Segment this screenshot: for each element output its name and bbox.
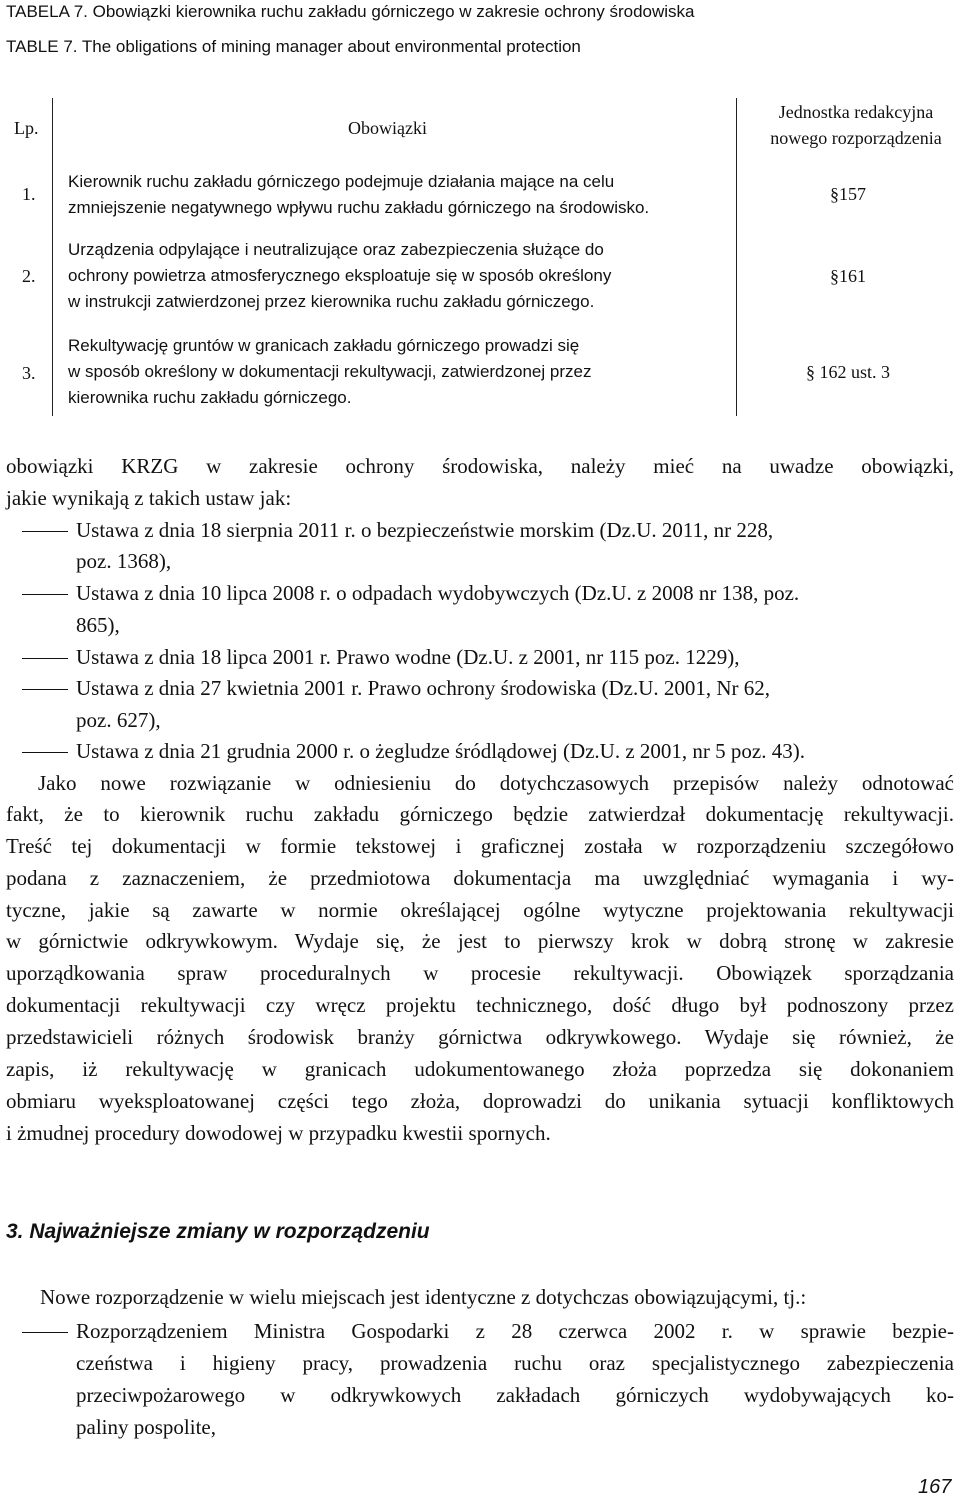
header-obowiazki: Obowiązki — [348, 118, 427, 138]
paragraph-line — [6, 929, 954, 954]
paragraph-text: przedstawicieli różnych środowisk branży górnictwa odkrywkowego. Wydaje się również, że — [6, 1025, 954, 1049]
row-number: 3. — [22, 363, 36, 383]
paragraph-line — [6, 993, 954, 1018]
dash-bullet — [22, 752, 68, 753]
paragraph-text: podana z zaznaczeniem, że przedmiotowa dokumentacja ma uwzględniać wymagania i wy- — [6, 866, 954, 890]
obligations-table — [0, 98, 960, 418]
dash-bullet — [22, 658, 68, 659]
list-item-line — [76, 1383, 954, 1408]
paragraph-line — [6, 1057, 954, 1082]
paragraph-line — [38, 771, 954, 796]
table-caption-pl: TABELA 7. Obowiązki kierownika ruchu zakładu górniczego w zakresie ochrony środowiska — [6, 2, 695, 21]
row-text-line: kierownika ruchu zakładu górniczego. — [68, 388, 352, 407]
dash-bullet — [22, 689, 68, 690]
row-ref: § 162 ust. 3 — [805, 362, 890, 382]
header-jednostka: nowego rozporządzenia — [770, 128, 942, 148]
paragraph-line — [6, 834, 954, 859]
column-divider — [736, 98, 737, 416]
paragraph-text: dokumentacji rekultywacji czy wręcz projektu technicznego, dość długo był podnoszony przez — [6, 993, 954, 1017]
paragraph-text: fakt, że to kierownik ruchu zakładu górniczego będzie zatwierdzał dokumentację rekultywacji. — [6, 802, 954, 826]
row-text-line: w instrukcji zatwierdzonej przez kierownika ruchu zakładu górniczego. — [68, 292, 595, 311]
row-text-line: zmniejszenie negatywnego wpływu ruchu zakładu górniczego na środowisko. — [68, 198, 650, 217]
row-text-line: ochrony powietrza atmosferycznego eksploatuje się w sposób określony — [68, 266, 612, 285]
dash-bullet — [22, 531, 68, 532]
row-text-line: w sposób określony w dokumentacji rekultywacji, zatwierdzonej przez — [68, 362, 592, 381]
section-heading: 3. Najważniejsze zmiany w rozporządzeniu — [6, 1220, 430, 1243]
law-item-cont: 865), — [76, 613, 120, 637]
list-item-line — [76, 1351, 954, 1376]
dash-bullet — [22, 1332, 68, 1333]
row-ref: §161 — [830, 266, 866, 286]
paragraph-text: zapis, iż rekultywację w granicach udokumentowanego złoża poprzedza się dokonaniem — [6, 1057, 954, 1081]
paragraph-line — [6, 961, 954, 986]
intro-text: obowiązki KRZG w zakresie ochrony środowiska, należy mieć na uwadze obowiązki, — [6, 454, 954, 478]
paragraph-line — [6, 898, 954, 923]
paragraph-text: tyczne, jakie są zawarte w normie określającej ogólne wytyczne projektowania rekultywacji — [6, 898, 954, 922]
list-item-text: Rozporządzeniem Ministra Gospodarki z 28 czerwca 2002 r. w sprawie bezpie- — [76, 1319, 954, 1343]
header-jednostka: Jednostka redakcyjna — [778, 102, 934, 122]
row-text-line: Rekultywację gruntów w granicach zakładu górniczego prowadzi się — [68, 336, 580, 355]
section-intro: Nowe rozporządzenie w wielu miejscach jest identyczne z dotychczas obowiązującymi, tj.: — [40, 1285, 807, 1309]
law-item: Ustawa z dnia 10 lipca 2008 r. o odpadach wydobywczych (Dz.U. z 2008 nr 138, poz. — [76, 581, 800, 605]
column-divider — [52, 98, 53, 416]
paragraph-text: Treść tej dokumentacji w formie tekstowej i graficznej została w rozporządzeniu szczegółowo — [6, 834, 954, 858]
list-item-text: czeństwa i higieny pracy, prowadzenia ruchu oraz specjalistycznego zabezpieczenia — [76, 1351, 954, 1375]
law-item: Ustawa z dnia 18 lipca 2001 r. Prawo wodne (Dz.U. z 2001, nr 115 poz. 1229), — [76, 645, 740, 669]
list-item-line — [76, 1319, 954, 1344]
law-item-cont: poz. 1368), — [76, 549, 172, 573]
paragraph-text: obmiaru wyeksploatowanej części tego złoża, doprowadzi do unikania sytuacji konfliktowych — [6, 1089, 954, 1113]
law-item-cont: poz. 627), — [76, 708, 161, 732]
list-item-line: paliny pospolite, — [76, 1415, 216, 1439]
paragraph-line — [6, 1025, 954, 1050]
paragraph-line: i żmudnej procedury dowodowej w przypadku kwestii spornych. — [6, 1121, 551, 1145]
law-item: Ustawa z dnia 18 sierpnia 2011 r. o bezpieczeństwie morskim (Dz.U. 2011, nr 228, — [76, 518, 774, 542]
paragraph-text: uporządkowania spraw proceduralnych w procesie rekultywacji. Obowiązek sporządzania — [6, 961, 954, 985]
header-lp: Lp. — [14, 118, 39, 138]
paragraph-line — [6, 866, 954, 891]
intro-line: jakie wynikają z takich ustaw jak: — [6, 486, 292, 510]
paragraph-text: w górnictwie odkrywkowym. Wydaje się, że jest to pierwszy krok w dobrą stronę w zakresie — [6, 929, 954, 953]
row-text-line: Kierownik ruchu zakładu górniczego podejmuje działania mające na celu — [68, 172, 615, 191]
paragraph-line — [6, 1089, 954, 1114]
paragraph-text: Jako nowe rozwiązanie w odniesieniu do dotychczasowych przepisów należy odnotować — [38, 771, 954, 795]
row-ref: §157 — [830, 184, 866, 204]
table-caption-en: TABLE 7. The obligations of mining manager about environmental protection — [6, 37, 581, 56]
paragraph-line — [6, 802, 954, 827]
row-number: 2. — [22, 266, 36, 286]
row-text-line: Urządzenia odpylające i neutralizujące oraz zabezpieczenia służące do — [68, 240, 604, 259]
law-item: Ustawa z dnia 27 kwietnia 2001 r. Prawo ochrony środowiska (Dz.U. 2001, Nr 62, — [76, 676, 771, 700]
list-item-text: przeciwpożarowego w odkrywkowych zakładach górniczych wydobywających ko- — [76, 1383, 954, 1407]
intro-line — [6, 454, 954, 479]
dash-bullet — [22, 594, 68, 595]
law-item: Ustawa z dnia 21 grudnia 2000 r. o żegludze śródlądowej (Dz.U. z 2001, nr 5 poz. 43). — [76, 739, 805, 763]
page-number: 167 — [918, 1476, 952, 1498]
row-number: 1. — [22, 184, 36, 204]
